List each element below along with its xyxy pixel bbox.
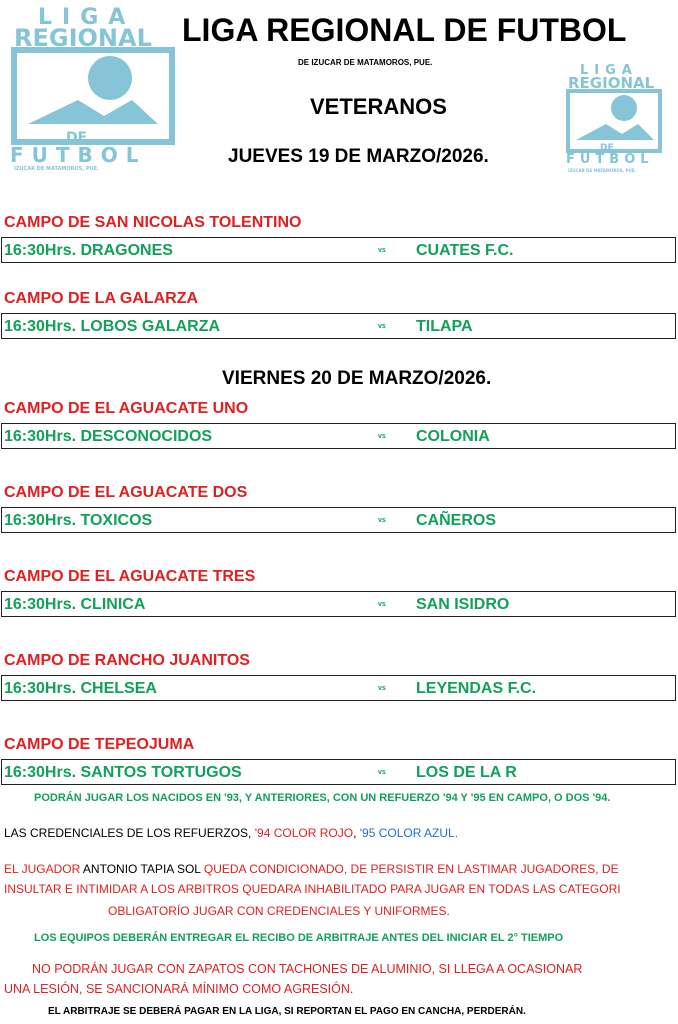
match-vs: vs: [378, 323, 386, 330]
match-time-home: 16:30Hrs. LOBOS GALARZA: [4, 318, 221, 335]
credentials-sep: ,: [353, 826, 360, 840]
day-date-friday: VIERNES 20 DE MARZO/2026.: [222, 368, 492, 389]
match-away-team: COLONIA: [416, 428, 490, 445]
logo-player-icon: [576, 124, 654, 140]
page-title: LIGA REGIONAL DE FUTBOL: [182, 12, 627, 48]
player-rest: QUEDA CONDICIONADO, DE PERSISTIR EN LASTIMAR JUGADORES, DE: [203, 862, 619, 876]
credentials-red: '94 COLOR ROJO: [254, 826, 354, 840]
match-row: [1, 423, 676, 449]
logo-ball-icon: [611, 95, 637, 121]
logo-ball-icon: [88, 56, 132, 100]
venue-heading: CAMPO DE TEPEOJUMA: [4, 736, 195, 753]
shoes-note-line1: NO PODRÁN JUGAR CON ZAPATOS CON TACHONES DE ALUMINIO, SI LLEGA A OCASIONAR: [32, 962, 583, 976]
logo-player-icon: [28, 100, 158, 124]
match-time-home: 16:30Hrs. CLINICA: [4, 596, 146, 613]
credentials-note: [4, 826, 458, 840]
credentials-prefix: LAS CREDENCIALES DE LOS REFUERZOS,: [4, 826, 255, 840]
match-away-team: LOS DE LA R: [416, 764, 517, 781]
logo-small-text: IZUCAR DE MATAMOROS, PUE.: [568, 168, 636, 173]
player-note-line2: INSULTAR E INTIMIDAR A LOS ARBITROS QUEDARA INHABILITADO PARA JUGAR EN TODAS LAS CATEGORI: [4, 882, 621, 896]
logo-de-text: DE: [66, 130, 88, 146]
match-row: [1, 507, 676, 533]
match-vs: vs: [378, 433, 386, 440]
match-away-team: LEYENDAS F.C.: [416, 680, 537, 697]
day-date-thursday: JUEVES 19 DE MARZO/2026.: [228, 146, 489, 167]
league-logo-right: [564, 62, 664, 174]
match-row: [1, 237, 676, 263]
match-row: [1, 591, 676, 617]
match-row: [1, 759, 676, 785]
player-note-line1: [4, 862, 619, 876]
player-prefix: EL JUGADOR: [4, 862, 83, 876]
match-vs: vs: [378, 517, 386, 524]
match-vs: vs: [378, 247, 386, 254]
logo-de-text: DE: [600, 143, 614, 153]
match-away-team: TILAPA: [416, 318, 473, 335]
payment-note: EL ARBITRAJE SE DEBERÁ PAGAR EN LA LIGA, SI REPORTAN EL PAGO EN CANCHA, PERDERÁN.: [48, 1006, 526, 1017]
mandatory-note: OBLIGATORÍO JUGAR CON CREDENCIALES Y UNIFORMES.: [108, 904, 450, 918]
page-subtitle: DE IZUCAR DE MATAMOROS, PUE.: [298, 58, 433, 67]
match-vs: vs: [378, 685, 386, 692]
match-vs: vs: [378, 769, 386, 776]
logo-bottom-text: FUTBOL: [10, 143, 147, 167]
venue-heading: CAMPO DE EL AGUACATE UNO: [4, 400, 249, 417]
match-time-home: 16:30Hrs. DESCONOCIDOS: [4, 428, 213, 445]
logo-frame: [14, 50, 172, 142]
match-row: [1, 313, 676, 339]
logo-top-text: LIGA: [580, 63, 638, 78]
match-away-team: CUATES F.C.: [416, 242, 514, 259]
category-heading: VETERANOS: [310, 94, 447, 119]
match-row: [1, 675, 676, 701]
match-time-home: 16:30Hrs. SANTOS TORTUGOS: [4, 764, 242, 781]
match-time-home: 16:30Hrs. CHELSEA: [4, 680, 157, 697]
eligibility-note: PODRÁN JUGAR LOS NACIDOS EN '93, Y ANTERIORES, CON UN REFUERZO '94 Y '95 EN CAMPO, O DOS '94.: [34, 792, 611, 804]
match-vs: vs: [378, 601, 386, 608]
credentials-blue: '95 COLOR AZUL.: [359, 826, 459, 840]
shoes-note-line2: UNA LESIÓN, SE SANCIONARÁ MÍNIMO COMO AGRESIÓN.: [4, 982, 354, 996]
player-name: ANTONIO TAPIA SOL: [82, 862, 204, 876]
logo-mid-text: REGIONAL: [14, 24, 152, 52]
match-time-home: 16:30Hrs. DRAGONES: [4, 242, 173, 259]
logo-mid-text: REGIONAL: [568, 74, 655, 92]
match-away-team: CAÑEROS: [416, 512, 497, 529]
venue-heading: CAMPO DE EL AGUACATE DOS: [4, 484, 248, 501]
venue-heading: CAMPO DE RANCHO JUANITOS: [4, 652, 250, 669]
league-logo-left: [8, 4, 176, 172]
logo-top-text: LIGA: [38, 5, 136, 30]
match-time-home: 16:30Hrs. TOXICOS: [4, 512, 153, 529]
logo-small-text: IZUCAR DE MATAMOROS, PUE.: [14, 166, 99, 172]
venue-heading: CAMPO DE SAN NICOLAS TOLENTINO: [4, 214, 302, 231]
referee-receipt-note: LOS EQUIPOS DEBERÁN ENTREGAR EL RECIBO DE ARBITRAJE ANTES DEL INICIAR EL 2° TIEMPO: [34, 932, 564, 944]
logo-bottom-text: FUTBOL: [566, 152, 654, 167]
venue-heading: CAMPO DE EL AGUACATE TRES: [4, 568, 256, 585]
venue-heading: CAMPO DE LA GALARZA: [4, 290, 199, 307]
match-away-team: SAN ISIDRO: [416, 596, 510, 613]
